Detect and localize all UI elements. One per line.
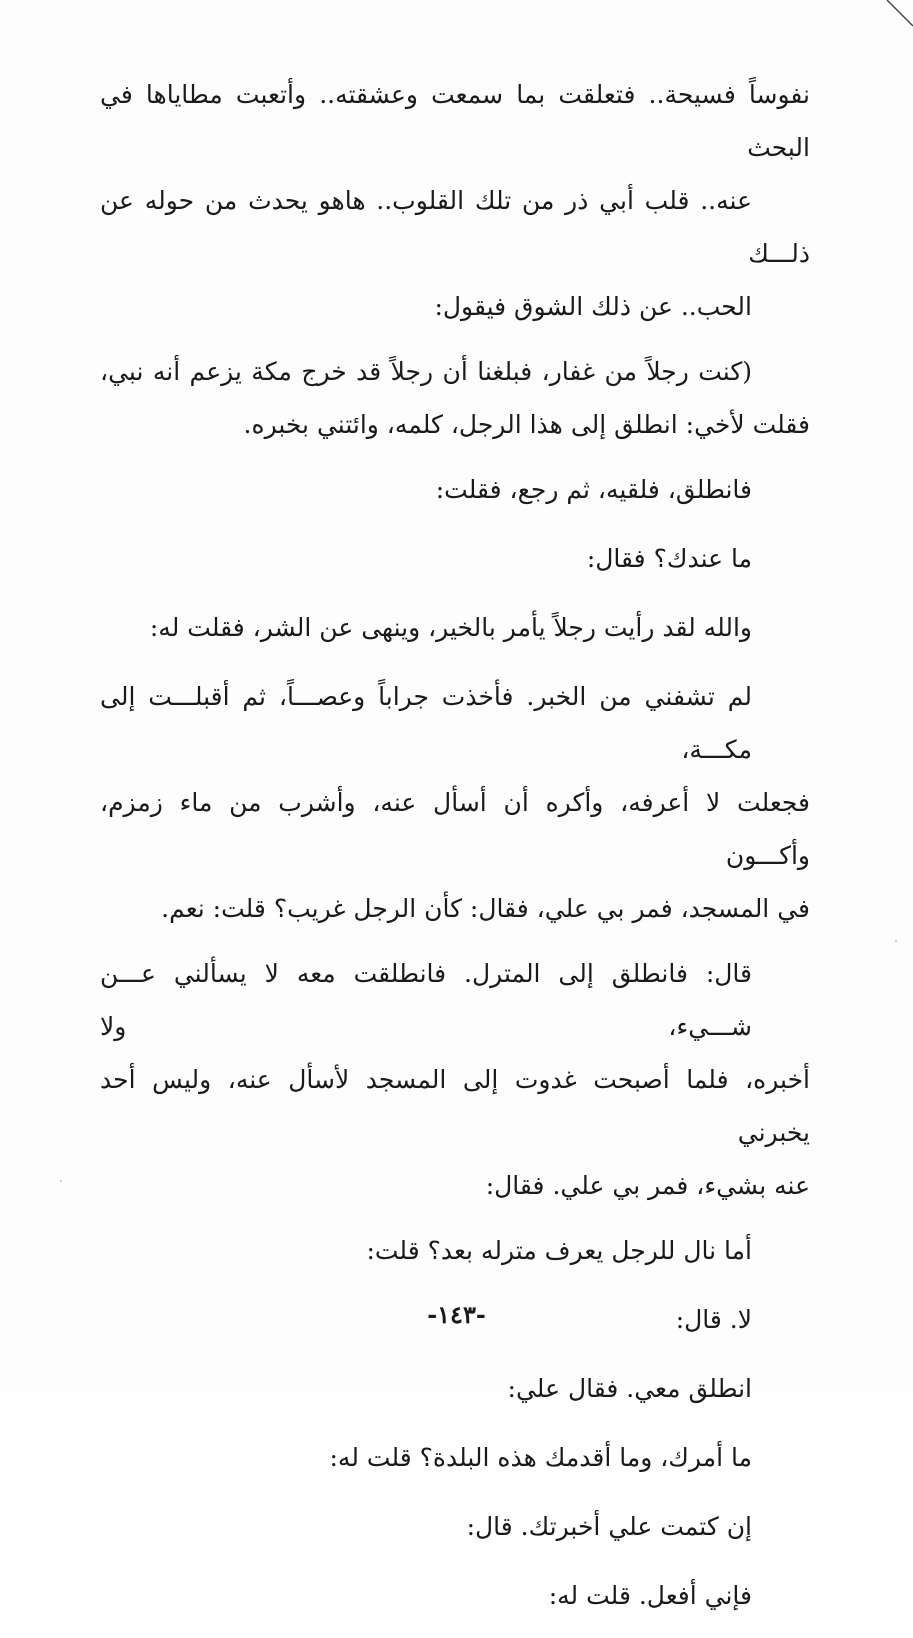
paragraph-2 — [100, 345, 810, 451]
paragraph-12 — [100, 1500, 810, 1553]
text-line: فإني أفعل. قلت له: — [548, 1581, 752, 1610]
corner-fold-mark — [873, 0, 913, 40]
text-line: أخبره، فلما أصبحت غدوت إلى المسجد لأسأل عنه، وليس أحد يخبرني — [100, 1065, 810, 1147]
text-line: فقلت لأخي: انطلق إلى هذا الرجل، كلمه، وائتني بخبره. — [243, 410, 810, 439]
paragraph-8 — [100, 1224, 810, 1277]
text-line: نفوساً فسيحة.. فتعلقت بما سمعت وعشقته.. وأتعبت مطاياها في البحث — [100, 80, 810, 162]
text-line: قال: فانطلق إلى المترل. فانطلقت معه لا يسألني عـــن شـــيء، ولا — [100, 959, 752, 1041]
text-line: عنه.. قلب أبي ذر من تلك القلوب.. هاهو يحدث من حوله عن ذلـــك — [100, 186, 810, 268]
paragraph-13 — [100, 1569, 810, 1622]
text-line: والله لقد رأيت رجلاً يأمر بالخير، وينهى عن الشر، فقلت له: — [149, 613, 752, 642]
paragraph-5 — [100, 601, 810, 654]
text-line: فجعلت لا أعرفه، وأكره أن أسأل عنه، وأشرب من ماء زمزم، وأكـــون — [100, 788, 810, 870]
paragraph-4 — [100, 532, 810, 585]
paragraph-7 — [100, 947, 810, 1212]
text-line: فانطلق، فلقيه، ثم رجع، فقلت: — [435, 475, 752, 504]
scan-speck — [60, 1180, 62, 1182]
text-line: ما عندك؟ فقال: — [586, 544, 752, 573]
text-line: لم تشفني من الخبر. فأخذت جراباً وعصـــاً، ثم أقبلـــت إلى مكـــة، — [100, 682, 752, 764]
body-text — [100, 68, 810, 1638]
scan-speck — [895, 940, 897, 942]
text-line: إن كتمت علي أخبرتك. قال: — [466, 1512, 752, 1541]
paragraph-6 — [100, 670, 810, 935]
page-number: -١٤٣- — [427, 1300, 486, 1329]
paragraph-10 — [100, 1362, 810, 1415]
text-line: الحب.. عن ذلك الشوق فيقول: — [434, 292, 752, 321]
text-line: عنه بشيء، فمر بي علي. فقال: — [485, 1171, 810, 1200]
text-line: ما أمرك، وما أقدمك هذه البلدة؟ قلت له: — [329, 1443, 752, 1472]
text-line: (كنت رجلاً من غفار، فبلغنا أن رجلاً قد خرج مكة يزعم أنه نبي، — [100, 357, 752, 386]
paragraph-3 — [100, 463, 810, 516]
paragraph-1 — [100, 68, 810, 333]
text-line: انطلق معي. فقال علي: — [507, 1374, 752, 1403]
paragraph-11 — [100, 1431, 810, 1484]
text-line: لا. قال: — [675, 1305, 752, 1334]
text-line: أما نال للرجل يعرف مترله بعد؟ قلت: — [366, 1236, 752, 1265]
text-line: في المسجد، فمر بي علي، فقال: كأن الرجل غريب؟ قلت: نعم. — [161, 894, 810, 923]
